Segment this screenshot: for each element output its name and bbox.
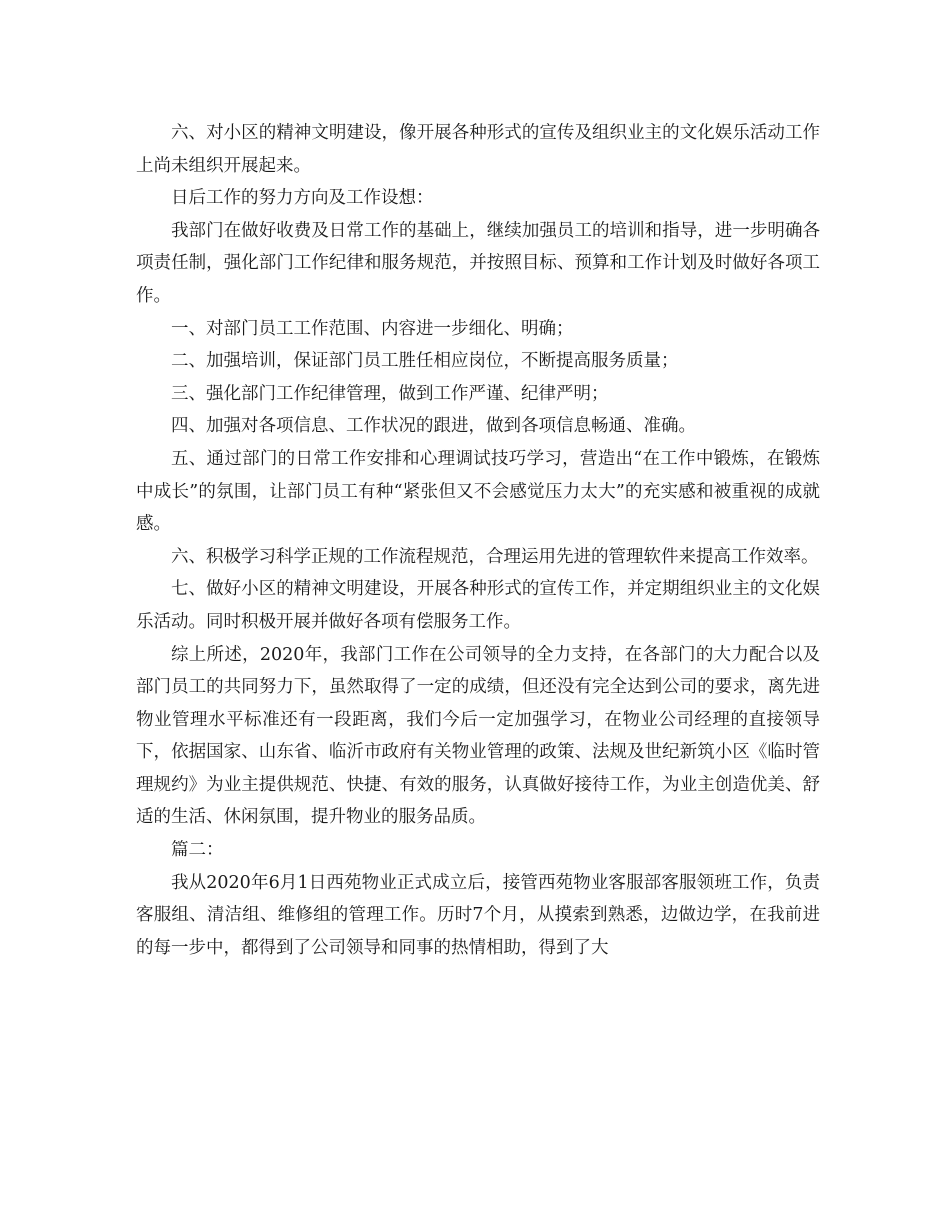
list-item-7: 七、做好小区的精神文明建设，开展各种形式的宣传工作，并定期组织业主的文化娱乐活动。同时积极开展并做好各项有偿服务工作。 [136, 579, 820, 632]
paragraph-summary: 综上所述，2020年，我部门工作在公司领导的全力支持，在各部门的大力配合以及部门员工的共同努力下，虽然取得了一定的成绩，但还没有完全达到公司的要求，离先进物业管理水平标准还有一段距离，我们今后一定加强学习，在物业公司经理的直接领导下，依据国家、山东省、临沂市政府有关物业管理的政策、法规及世纪新筑小区《临时管理规约》为业主提供规范、快捷、有效的服务，认真做好接待工作，为业主创造优美、舒适的生活、休闲氛围，提升物业的服务品质。 [136, 644, 820, 828]
list-item-5: 五、通过部门的日常工作安排和心理调试技巧学习，营造出“在工作中锻炼，在锻炼中成长”的氛围，让部门员工有种“紧张但又不会感觉压力太大”的充实感和被重视的成就感。 [136, 448, 820, 535]
list-item-6: 六、积极学习科学正规的工作流程规范，合理运用先进的管理软件来提高工作效率。 [171, 546, 819, 567]
section-heading-future-plans: 日后工作的努力方向及工作设想： [171, 188, 434, 209]
paragraph-item-6-civility: 六、对小区的精神文明建设，像开展各种形式的宣传及组织业主的文化娱乐活动工作上尚未组织开展起来。 [136, 123, 820, 176]
paragraph-department-plan: 我部门在做好收费及日常工作的基础上，继续加强员工的培训和指导，进一步明确各项责任制，强化部门工作纪律和服务规范，并按照目标、预算和工作计划及时做好各项工作。 [136, 220, 820, 306]
list-item-4: 四、加强对各项信息、工作状况的跟进，做到各项信息畅通、准确。 [171, 416, 696, 437]
list-item-2: 二、加强培训，保证部门员工胜任相应岗位，不断提高服务质量； [171, 351, 679, 372]
paragraph-part-two-intro: 我从2020年6月1日西苑物业正式成立后，接管西苑物业客服部客服领班工作，负责客服组、清洁组、维修组的管理工作。历时7个月，从摸索到熟悉，边做边学，在我前进的每一步中，都得到了公司领导和同事的热情相助，得到了大 [136, 872, 820, 958]
list-item-1: 一、对部门员工工作范围、内容进一步细化、明确； [171, 318, 574, 339]
document-body [136, 117, 820, 964]
section-heading-part-two: 篇二： [171, 840, 224, 861]
list-item-3: 三、强化部门工作纪律管理，做到工作严谨、纪律严明； [171, 383, 609, 404]
